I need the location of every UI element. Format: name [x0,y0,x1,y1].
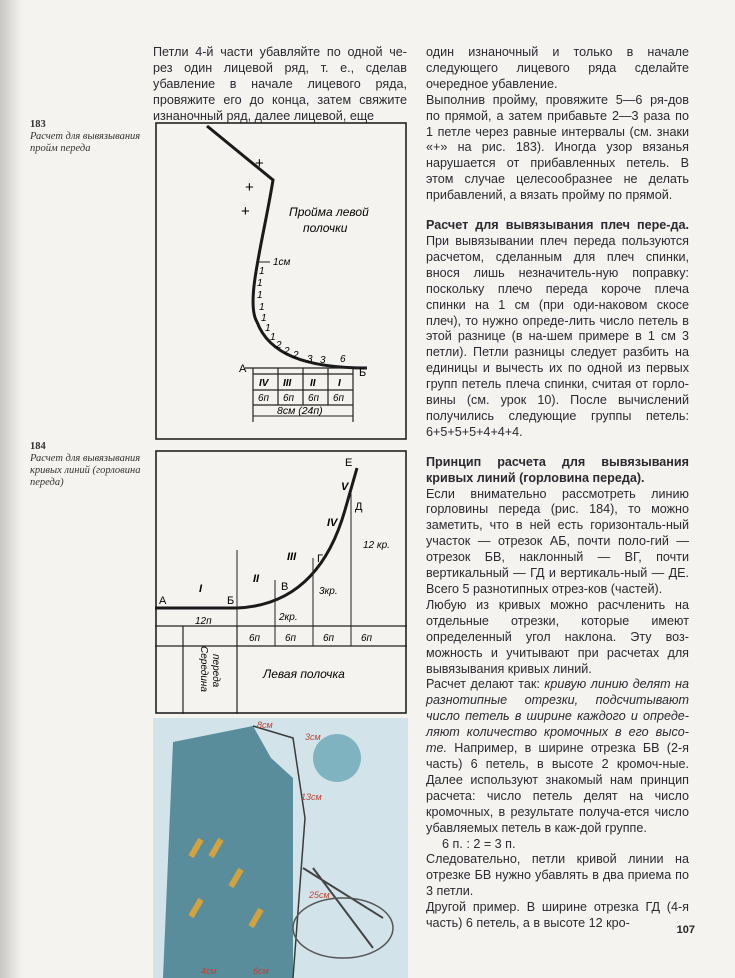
part-label: III [283,378,292,389]
knitting-photo [153,718,408,978]
left-front-label: Левая полочка [263,667,345,681]
height-label-3: 3кр. [319,586,338,597]
caption-text: Расчет для вывязывания кривых линий (горловина переда) [30,453,141,488]
part-label: II [253,573,260,585]
figure-184-neckline-diagram [155,450,407,714]
count-label: 3 [307,354,313,365]
knitting-photo-art [153,718,408,978]
stitch-count: 6п [361,633,373,644]
stitch-count: 6п [283,393,295,404]
part-label: V [341,481,349,493]
paragraph [426,677,689,836]
page-gutter-shadow [0,0,22,978]
caption-number: 183 [30,119,46,130]
paragraph: Любую из кривых можно расчленить на отдельные отрезки, которые имеют определенный угол наклона. Эту воз-можность и учитывают при расчетах для вывязывания кривых линий. [426,597,689,676]
stitch-count: 6п [285,633,297,644]
plus-mark: + [241,203,250,220]
count-label: 3 [320,355,326,366]
width-label: 12п [195,616,212,627]
figure-title-line2: полочки [303,221,348,235]
part-label: II [310,378,316,389]
point-a: А [159,595,167,607]
count-label: 2 [293,350,299,361]
stitch-count: 6п [333,393,345,404]
paragraph-text: Расчет делают так: [426,677,545,692]
paragraph-text: Например, в ширине отрезка БВ (2-я часть) 6 петель, в высоте 2 кромоч-ные. Далее используют знакомый нам принцип расчета: число петель делят на число кромочных, в результате получа-ется число убавляемых петель в каж-дой группе. [426,741,689,835]
photo-mark: 25см [309,890,330,900]
count-label: 2 [284,346,290,357]
left-column-text [153,45,407,125]
caption-fig-184 [30,441,148,489]
count-label: 1 [257,290,263,301]
count-label: 1 [257,278,263,289]
height-label-2: 2кр. [279,612,298,623]
paragraph: Выполнив пройму, провяжите 5—6 ря-дов по прямой, а затем прибавьте 2—3 раза по 1 петле через равные интервалы (см. знаки «+» на рис. 183). Иногда узор вязанья нарушается от прибавленных петель. В этом случае целесообразнее не делать прибавлений, а вязать пройму по прямой. [426,92,689,203]
one-cm-label: 1см [273,257,291,268]
height-label-12: 12 кр. [363,540,390,551]
section-heading: Принцип расчета для вывязывания кривых линий (горловина переда). [426,454,689,485]
left-column-paragraph: Петли 4-й части убавляйте по одной че-рез один лицевой ряд, т. е., сделав убавление в начале лицевого ряда, провяжите его до конца, затем свяжите изнаночный ряд, далее лицевой, еще [153,45,407,123]
paragraph-text: При вывязывании плеч переда пользуются расчетом, сделанным для плеч спинки, внося лишь незначитель-ную поправку: поскольку плечо переда короче плеча спинки на 1 см (при оди-наковом скосе плеч), то нужно опреде-лить число петель в этой разнице (в на-шем примере в 1 см 3 петли). Петли разницы следует разбить на единицы и вычесть их по одной из первых групп петель плеча спинки, считая от горло-вины (см. урок 10). После вычислений получились следующие группы петель: 6+5+5+5+4+4+4. [426,233,689,439]
point-e: Е [345,457,353,469]
point-v: В [281,581,289,593]
point-a: А [239,363,247,375]
stitch-count: 6п [308,393,320,404]
part-label: I [338,378,341,389]
figure-title-line1: Пройма левой [289,205,369,219]
paragraph: Следовательно, петли кривой линии на отрезке БВ нужно убавлять в два приема по 3 петли. [426,852,689,899]
caption-fig-183 [30,119,148,155]
paragraph [426,218,689,441]
stitch-count: 6п [249,633,261,644]
page-number: 107 [676,924,695,936]
point-d: Д [355,501,363,513]
paragraph-italic: кривую линию делят на разнотипные отрезки, подсчитывают число петель в ширине каждого и опреде-ляют количество кромочных в его высо-те. [426,677,690,756]
plus-mark: + [245,179,254,196]
right-column-text [426,45,689,932]
paragraph: один изнаночный и только в начале следующего лицевого ряда сделайте очередное убавление. [426,45,689,91]
section-heading: Расчет для вывязывания плеч пере-да. [426,218,689,233]
total-width-label: 8см (24п) [277,405,323,417]
part-label: IV [259,378,269,389]
count-label: 1 [259,266,265,277]
part-label: I [199,583,203,595]
point-b: Б [227,595,235,607]
armhole-curve [207,126,367,368]
stitch-count: 6п [323,633,335,644]
part-label: III [287,551,297,563]
part-label: IV [327,517,338,529]
center-label-2: переда [210,654,221,688]
count-label: 1 [261,313,267,324]
photo-mark: 3см [305,732,321,742]
paragraph: Другой пример. В ширине отрезка ГД (4-я часть) 6 петель, а в высоте 12 кро- [426,900,689,931]
caption-text: Расчет для вывязывания пройм переда [30,131,141,154]
count-label: 1 [259,302,265,313]
count-label: 1 [270,332,276,343]
count-label: 2 [276,340,282,351]
stitch-count: 6п [258,393,270,404]
photo-mark: 8см [257,720,273,730]
center-label-1: Середина [198,646,209,692]
photo-mark: 4см [201,966,217,976]
paragraph: 6 п. : 2 = 3 п. [442,836,516,851]
photo-mark: 13см [301,792,322,802]
plus-mark: + [255,155,264,172]
count-label: 1 [265,323,271,334]
count-label: 6 [340,354,346,365]
point-b: Б [359,367,367,379]
photo-mark: 6см [253,966,269,976]
paragraph: Если внимательно рассмотреть линию горловины переда (рис. 184), то можно заметить, что в ней есть горизонталь-ный участок — отрезок АБ, почти поло-гий — отрезок БВ, наклонный — ВГ, почти вертикальный — ГД и вертикаль-ный — ДЕ. Всего 5 разнотипных отрез-ков (частей). [426,486,689,596]
point-g: Г [317,553,323,565]
caption-number: 184 [30,441,46,452]
figure-183-armhole-diagram [155,122,407,440]
figure-frame [156,123,406,439]
